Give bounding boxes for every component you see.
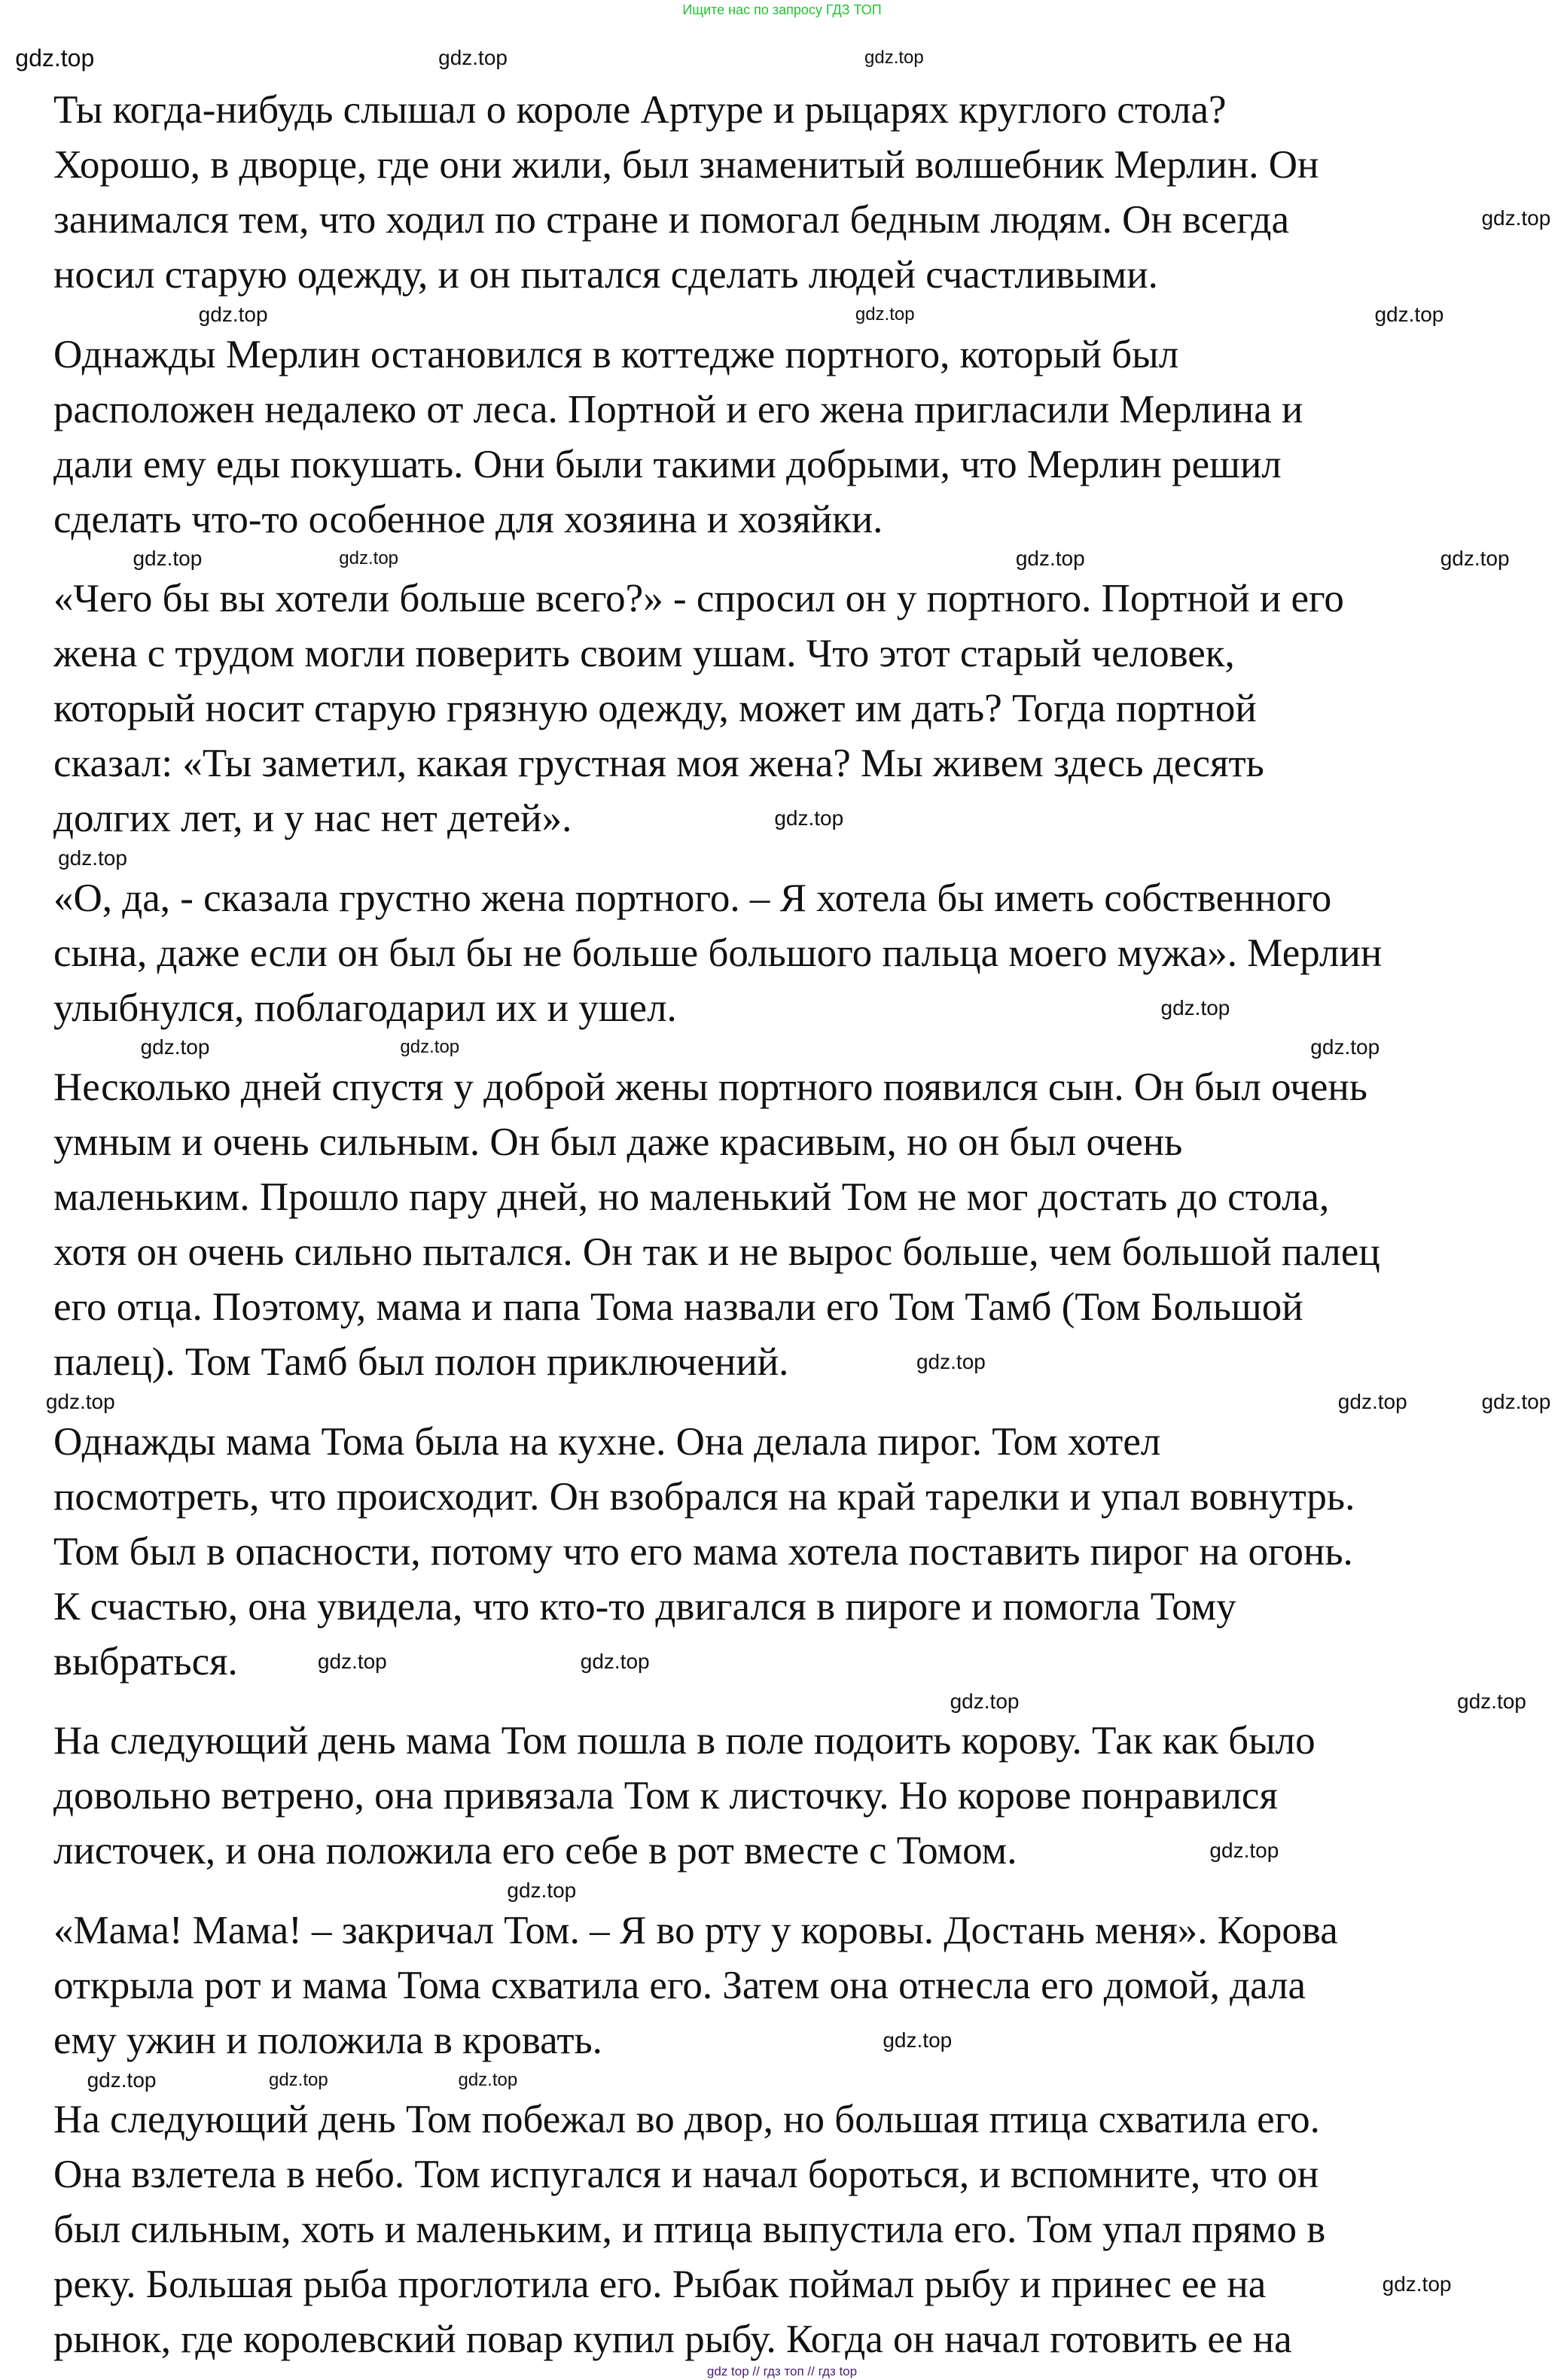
text-line: Однажды Мерлин остановился в коттедже портного, который был [53, 332, 1179, 376]
text-line: который носит старую грязную одежду, может им дать? Тогда портной [53, 687, 1257, 731]
text-line: На следующий день Том побежал во двор, но большая птица схватила его. [53, 2098, 1320, 2142]
watermark: gdz.top [438, 46, 508, 70]
text-line: Хорошо, в дворце, где они жили, был знаменитый волшебник Мерлин. Он [53, 143, 1319, 187]
watermark: gdz.top [45, 1389, 115, 1413]
text-line: сына, даже если он был бы не больше большого пальца моего мужа». Мерлин [53, 931, 1383, 975]
watermark: gdz.top [855, 303, 915, 325]
text-line: К счастью, она увидела, что кто-то двигался в пироге и помогла Тому [53, 1584, 1236, 1629]
text-line: листочек, и она положила его себе в рот вместе с Томом. [53, 1829, 1017, 1873]
watermark: gdz.top [1457, 1689, 1526, 1713]
text-line: сделать что-то особенное для хозяина и хозяйки. [53, 497, 883, 541]
top-banner[interactable]: Ищите нас по запросу ГДЗ ТОП [682, 2, 882, 17]
text-line: Том был в опасности, потому что его мама хотела поставить пирог на огонь. [53, 1529, 1353, 1574]
text-line: жена с трудом могли поверить своим ушам. Что этот старый человек, [53, 632, 1235, 676]
text-line: маленьким. Прошло пару дней, но маленький Том не мог достать до стола, [53, 1175, 1330, 1220]
watermark: gdz.top [950, 1689, 1020, 1713]
text-line: открыла рот и мама Тома схватила его. Затем она отнесла его домой, дала [53, 1963, 1306, 2007]
text-line: сказал: «Ты заметил, какая грустная моя жена? Мы живем здесь десять [53, 742, 1264, 786]
text-line: На следующий день мама Том пошла в поле подоить корову. Так как было [53, 1719, 1316, 1763]
text-line: Однажды мама Тома была на кухне. Она делала пирог. Том хотел [53, 1419, 1161, 1464]
text-line: дали ему еды покушать. Они были такими добрыми, что Мерлин решил [53, 442, 1282, 486]
text-line: выбраться. [53, 1639, 238, 1684]
text-line: носил старую одежду, и он пытался сделать людей счастливыми. [53, 253, 1158, 297]
text-line: расположен недалеко от леса. Портной и его жена пригласили Мерлина и [53, 387, 1303, 431]
watermark: gdz.top [458, 2069, 518, 2090]
watermark: gdz.top [1440, 547, 1510, 571]
text-line: рынок, где королевский повар купил рыбу. Когда он начал готовить ее на [53, 2318, 1292, 2362]
watermark: gdz.top [1374, 302, 1444, 326]
watermark: gdz.top [317, 1649, 387, 1673]
watermark: gdz.top [1310, 1035, 1380, 1059]
text-line: умным и очень сильным. Он был даже красивым, но он был очень [53, 1120, 1183, 1165]
watermark: gdz.top [339, 548, 399, 569]
watermark: gdz.top [400, 1037, 460, 1058]
watermark: gdz.top [1382, 2272, 1452, 2296]
watermark: gdz.top [58, 846, 127, 870]
watermark: gdz.top [774, 806, 844, 830]
text-line: довольно ветрено, она привязала Том к листочку. Но корове понравился [53, 1774, 1278, 1818]
watermark: gdz.top [140, 1035, 210, 1059]
watermark: gdz.top [198, 302, 268, 326]
watermark: gdz.top [916, 1350, 986, 1374]
text-line: Она взлетела в небо. Том испугался и начал бороться, и вспомните, что он [53, 2153, 1319, 2197]
watermark: gdz.top [507, 1879, 577, 1903]
watermark: gdz.top [133, 547, 203, 571]
text-line: Несколько дней спустя у доброй жены портного появился сын. Он был очень [53, 1065, 1367, 1110]
text-line: реку. Большая рыба проглотила его. Рыбак поймал рыбу и принес ее на [53, 2263, 1267, 2307]
watermark: gdz.top [1481, 1389, 1551, 1413]
bottom-banner[interactable]: gdz top // гдз топ // гдз top [706, 2364, 858, 2378]
watermark: gdz.top [87, 2068, 157, 2092]
text-line: был сильным, хоть и маленьким, и птица выпустила его. Том упал прямо в [53, 2208, 1326, 2252]
text-line: его отца. Поэтому, мама и папа Тома назвали его Том Тамб (Том Большой [53, 1285, 1303, 1330]
watermark: gdz.top [1015, 547, 1085, 571]
watermark: gdz.top [1337, 1389, 1407, 1413]
text-line: «О, да, - сказала грустно жена портного. – Я хотела бы иметь собственного [53, 876, 1332, 920]
text-line: Ты когда-нибудь слышал о короле Артуре и рыцарях круглого стола? [53, 88, 1227, 133]
text-line: посмотреть, что происходит. Он взобрался на край тарелки и упал вовнутрь. [53, 1474, 1355, 1519]
watermark: gdz.top [1481, 206, 1551, 230]
text-line: «Мама! Мама! – закричал Том. – Я во рту у коровы. Достань меня». Корова [53, 1908, 1338, 1952]
text-line: долгих лет, и у нас нет детей». [53, 797, 572, 841]
watermark: gdz.top [1160, 995, 1230, 1019]
text-line: палец). Том Тамб был полон приключений. [53, 1340, 789, 1385]
text-line: ему ужин и положила в кровать. [53, 2018, 602, 2062]
watermark: gdz.top [1209, 1839, 1279, 1863]
watermark: gdz.top [15, 44, 95, 72]
text-line: хотя он очень сильно пытался. Он так и не вырос больше, чем большой палец [53, 1230, 1380, 1275]
text-line: занимался тем, что ходил по стране и помогал бедным людям. Он всегда [53, 198, 1290, 242]
watermark: gdz.top [268, 2069, 328, 2090]
text-line: улыбнулся, поблагодарил их и ушел. [53, 986, 677, 1030]
watermark: gdz.top [580, 1649, 650, 1673]
watermark: gdz.top [864, 47, 924, 69]
watermark: gdz.top [883, 2028, 953, 2052]
text-line: «Чего бы вы хотели больше всего?» - спросил он у портного. Портной и его [53, 577, 1344, 621]
